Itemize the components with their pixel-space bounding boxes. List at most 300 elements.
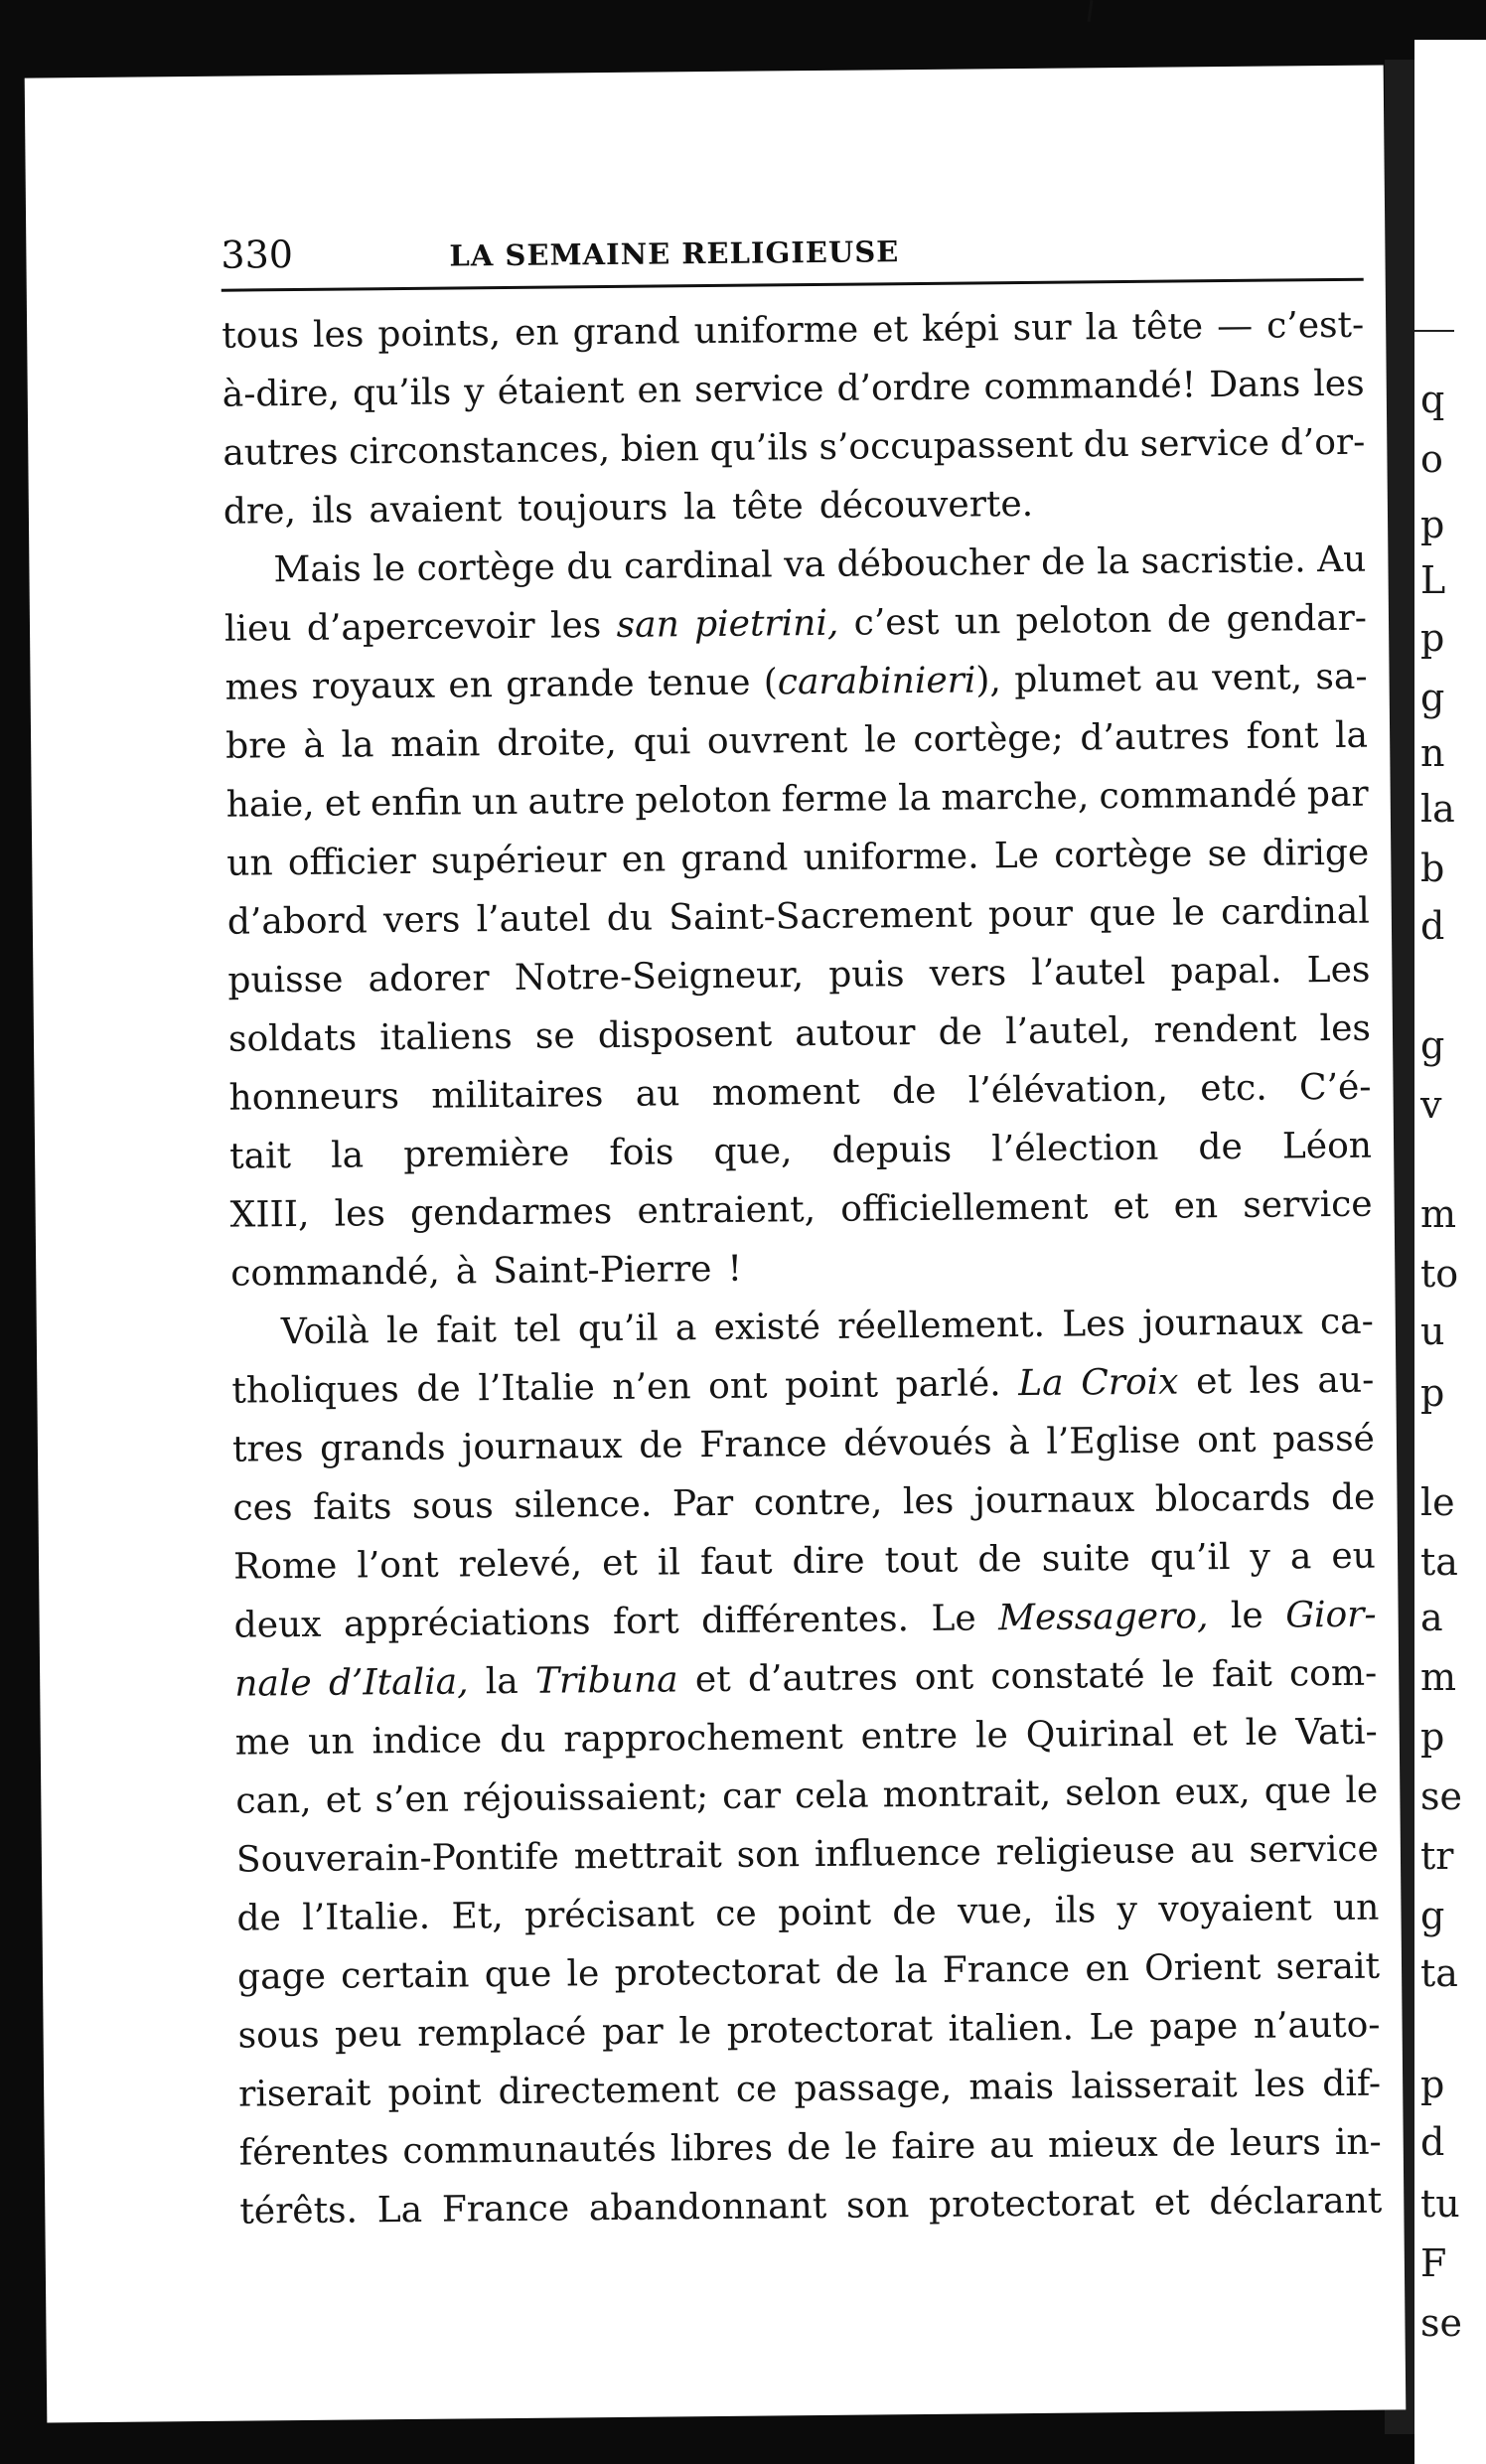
word: peloton	[635, 779, 772, 822]
word: point	[777, 1892, 872, 1934]
word: l’autel	[1031, 951, 1146, 994]
word: gendarmes	[409, 1190, 613, 1234]
word: Saint-Sacrement	[669, 894, 972, 939]
word: XIII,	[229, 1193, 310, 1236]
word: va	[784, 543, 826, 586]
word: sacristie.	[1140, 539, 1306, 582]
word: le	[678, 2011, 712, 2053]
text-line	[231, 1351, 1375, 1421]
word: en	[1085, 1948, 1130, 1990]
word: la	[341, 724, 374, 766]
word: les	[312, 314, 365, 356]
word: constaté	[990, 1654, 1145, 1698]
word: abandonnant	[588, 2185, 827, 2230]
word: montrait,	[882, 1772, 1052, 1816]
word: cortège;	[913, 717, 1064, 761]
word: faut	[699, 1541, 773, 1584]
word: qui	[633, 721, 691, 763]
word: les	[1319, 1007, 1372, 1050]
word: la	[1334, 714, 1369, 756]
word: que	[1089, 892, 1157, 935]
word: cardinal	[1221, 890, 1370, 934]
text-line	[238, 2055, 1382, 2124]
word: car	[721, 1775, 782, 1817]
word: ils	[311, 490, 354, 532]
word: protectorat	[726, 2008, 934, 2052]
word: circonstances,	[348, 428, 611, 473]
text-line	[237, 1996, 1381, 2066]
word: eux,	[1174, 1771, 1251, 1813]
word: bre	[224, 725, 287, 767]
word: Vati-	[1295, 1711, 1378, 1754]
word: la	[1096, 540, 1130, 583]
word: à-dire,	[222, 373, 341, 415]
word: s’occupassent	[818, 424, 1074, 468]
word: font	[1246, 715, 1319, 757]
word: France	[441, 2188, 570, 2231]
word: disposent	[597, 1013, 773, 1057]
word: en	[514, 312, 559, 354]
next-page-fragment: m	[1420, 1192, 1457, 1236]
text-line	[222, 355, 1365, 424]
word: fois	[609, 1132, 674, 1174]
next-page-fragment: se	[1420, 2301, 1462, 2345]
word: uniforme	[693, 309, 859, 353]
next-page-edge	[1414, 40, 1486, 2464]
word: le	[863, 719, 897, 761]
word: ca-	[1319, 1301, 1374, 1343]
word: vers	[382, 899, 461, 942]
word: le	[974, 1715, 1009, 1757]
next-page-fragment: b	[1420, 847, 1445, 890]
next-page-fragment: tr	[1420, 1834, 1454, 1878]
word: voyaient	[1158, 1888, 1312, 1930]
word: étaient	[497, 370, 625, 413]
next-page-fragment: le	[1420, 1480, 1455, 1524]
word: point	[387, 2072, 482, 2114]
word: protectorat	[614, 1951, 820, 1995]
word: points,	[377, 313, 502, 356]
word: en	[637, 370, 682, 411]
next-page-fragment: F	[1420, 2241, 1447, 2285]
word: faire	[891, 2125, 976, 2168]
word: cortège	[1054, 834, 1193, 876]
word: Voilà	[280, 1310, 370, 1353]
word: autres	[223, 431, 339, 474]
word: bien	[620, 428, 700, 470]
next-page-fragment: d	[1420, 904, 1445, 948]
word: plumet	[1014, 658, 1142, 701]
book-page	[25, 65, 1407, 2422]
word: dirige	[1262, 832, 1370, 874]
word: Le	[1089, 2006, 1134, 2049]
word: honneurs	[228, 1076, 400, 1119]
word: térêts.	[239, 2190, 359, 2233]
word: dire	[792, 1540, 865, 1583]
word: découverte.	[818, 483, 1034, 527]
text-line	[238, 2113, 1382, 2183]
word: italien.	[948, 2007, 1075, 2050]
word: faits	[312, 1486, 392, 1528]
word: les	[902, 1480, 955, 1523]
word: pape	[1149, 2005, 1239, 2048]
word: c’est-	[1265, 304, 1365, 347]
word: un	[307, 1721, 355, 1763]
word: service	[693, 368, 824, 411]
text-line	[232, 1410, 1376, 1479]
word: Au	[1316, 539, 1367, 581]
text-line	[222, 296, 1365, 366]
word: ouvrent	[706, 719, 848, 763]
word: de	[639, 1425, 683, 1466]
word: et	[325, 1779, 362, 1821]
word: ce	[735, 2069, 778, 2110]
word: ce	[715, 1893, 757, 1935]
word: dre,	[223, 491, 297, 533]
word: et	[1191, 1713, 1228, 1755]
word: déboucher	[836, 541, 1030, 585]
word: moment	[711, 1071, 860, 1115]
word: relevé,	[458, 1543, 583, 1586]
word: mes	[224, 667, 299, 708]
word: de	[891, 1070, 937, 1113]
word: le	[1161, 1654, 1195, 1696]
word: de	[1198, 1126, 1244, 1168]
word: soldats	[227, 1017, 358, 1060]
word: certain	[340, 1954, 470, 1997]
word: France	[699, 1423, 827, 1466]
word: que	[484, 1953, 552, 1996]
word: deux	[233, 1604, 322, 1646]
word: le	[566, 1953, 600, 1995]
word: ont	[914, 1656, 974, 1699]
word: vent,	[1212, 657, 1303, 699]
word: du	[499, 1719, 546, 1762]
next-page-fragment: ta	[1420, 1951, 1458, 1995]
word: san	[616, 604, 679, 646]
word: rapprochement	[563, 1716, 843, 1761]
word: fait	[1211, 1653, 1272, 1696]
next-page-fragment: L	[1420, 558, 1446, 602]
word: La	[376, 2189, 423, 2232]
text-line	[232, 1468, 1376, 1538]
word: Rome	[232, 1545, 338, 1588]
word: peu	[334, 2014, 402, 2056]
word: suite	[1041, 1538, 1130, 1580]
text-line	[236, 1820, 1380, 1890]
word: par	[1306, 773, 1369, 816]
word: Souverain-Pontife	[235, 1836, 560, 1881]
word: d’ordre	[836, 367, 971, 409]
word: tous	[222, 314, 300, 357]
word: influence	[814, 1832, 981, 1876]
next-page-fragment: g	[1420, 1894, 1445, 1937]
word: cortège	[416, 546, 556, 589]
word: différentes.	[700, 1599, 910, 1642]
word: directement	[498, 2070, 719, 2113]
word: de	[1166, 599, 1212, 641]
word: au	[635, 1073, 680, 1115]
word: première	[403, 1133, 570, 1176]
next-page-header-rule	[1414, 330, 1454, 332]
word: le	[1245, 1712, 1278, 1754]
text-line	[227, 941, 1371, 1010]
word: et	[1113, 1185, 1149, 1228]
text-line	[223, 472, 1367, 541]
word: à	[303, 724, 326, 766]
text-line	[234, 1644, 1378, 1714]
word: Notre-Seigneur,	[514, 955, 805, 999]
word: peloton	[1015, 599, 1152, 643]
word: eu	[1331, 1535, 1377, 1578]
word: can,	[235, 1779, 312, 1822]
word: d’Italia,	[328, 1661, 469, 1704]
word: le	[1230, 1595, 1263, 1637]
next-page-fragment: la	[1420, 787, 1455, 831]
word: s’en	[374, 1778, 450, 1821]
word: y	[1116, 1889, 1138, 1931]
word: —	[1216, 305, 1254, 348]
word: selon	[1065, 1771, 1161, 1814]
text-line	[228, 1000, 1372, 1069]
word: n’en	[612, 1366, 691, 1408]
word: nale	[234, 1662, 312, 1705]
word: etc.	[1200, 1067, 1267, 1110]
word: un	[226, 843, 273, 884]
word: indice	[372, 1720, 483, 1763]
word: puis	[828, 954, 905, 996]
text-line	[233, 1586, 1377, 1655]
word: d’autres	[1080, 716, 1231, 759]
word: à	[1008, 1421, 1030, 1463]
word: entraient,	[637, 1189, 817, 1232]
word: parlé.	[895, 1363, 1001, 1406]
body-text	[222, 296, 1383, 2241]
word: l’ont	[357, 1544, 439, 1587]
word: et	[1195, 1361, 1233, 1403]
word: la	[485, 1660, 519, 1703]
word: religieuse	[995, 1830, 1176, 1874]
word: Léon	[1281, 1125, 1373, 1167]
word: communautés	[402, 2128, 657, 2173]
word: toujours	[517, 487, 669, 530]
word: pietrini,	[693, 602, 839, 646]
word: tres	[231, 1428, 304, 1470]
word: grande	[506, 663, 635, 705]
next-page-fragment: o	[1420, 437, 1443, 481]
word: commandé!	[983, 365, 1197, 408]
word: tait	[228, 1136, 292, 1177]
word: (carabinieri),	[763, 660, 1002, 703]
word: autre	[527, 780, 626, 823]
word: Le	[931, 1598, 976, 1639]
word: de	[416, 1368, 461, 1410]
text-line	[231, 1293, 1375, 1362]
word: l’Italie	[478, 1367, 596, 1410]
text-line	[224, 589, 1368, 659]
text-line	[235, 1703, 1379, 1772]
word: par	[601, 2011, 664, 2054]
word: gendar-	[1226, 597, 1368, 641]
word: ont	[707, 1365, 768, 1408]
word: l’Eglise	[1046, 1420, 1181, 1463]
word: tête	[1131, 306, 1204, 348]
word: sur	[1012, 307, 1072, 350]
word: appréciations	[343, 1602, 591, 1645]
word: la	[330, 1135, 365, 1176]
word: blocards	[1154, 1477, 1311, 1520]
word: entre	[860, 1715, 959, 1758]
word: de	[892, 1891, 937, 1933]
word: la	[682, 486, 717, 529]
word: autour	[795, 1012, 916, 1055]
word: vue,	[957, 1890, 1034, 1932]
word: com-	[1288, 1652, 1378, 1695]
word: c’est	[853, 601, 940, 644]
word: y	[1250, 1536, 1271, 1578]
next-page-fragment: se	[1420, 1774, 1462, 1818]
word: gage	[236, 1955, 327, 1998]
text-line	[235, 1762, 1379, 1831]
word: main	[389, 723, 481, 766]
word: laisserait	[1071, 2064, 1238, 2107]
text-line	[223, 413, 1366, 483]
word: Tribuna	[534, 1659, 678, 1702]
word: !	[727, 1248, 743, 1290]
word: qu’il	[577, 1308, 659, 1350]
word: service	[1249, 1828, 1380, 1871]
word: au-	[1317, 1359, 1375, 1402]
next-page-fragment: a	[1420, 1596, 1443, 1639]
word: réellement.	[837, 1304, 1046, 1347]
word: mieux	[1047, 2123, 1158, 2166]
text-line	[224, 648, 1368, 717]
word: officier	[287, 841, 417, 884]
word: libres	[669, 2127, 774, 2170]
word: un	[471, 781, 519, 824]
word: réjouissaient;	[462, 1776, 709, 1820]
word: passage,	[794, 2067, 953, 2110]
word: riserait	[237, 2073, 372, 2115]
next-page-fragment: g	[1420, 1023, 1445, 1067]
word: depuis	[831, 1129, 953, 1171]
word: son	[845, 2185, 910, 2227]
word: les	[1313, 363, 1365, 405]
word: sous	[411, 1485, 494, 1527]
text-line	[239, 2172, 1383, 2241]
next-page-fragment: p	[1420, 503, 1445, 546]
word: Gior-	[1285, 1594, 1377, 1636]
word: in-	[1334, 2121, 1382, 2164]
word: de	[1171, 2123, 1217, 2165]
word: déclarant	[1209, 2180, 1383, 2224]
word: le	[844, 2126, 878, 2168]
word: et	[601, 1542, 639, 1585]
word: cela	[794, 1774, 869, 1817]
next-page-fragment: q	[1420, 378, 1445, 421]
text-line	[229, 1175, 1373, 1245]
word: il	[657, 1542, 681, 1584]
next-page-fragment: p	[1420, 1715, 1445, 1759]
word: uniforme.	[803, 836, 979, 879]
word: sa-	[1315, 656, 1368, 698]
word: le	[1171, 892, 1206, 934]
word: tête	[731, 486, 804, 528]
word: la	[1085, 307, 1118, 349]
word: ces	[232, 1487, 293, 1529]
word: La	[1018, 1362, 1064, 1405]
word: et	[871, 309, 909, 351]
word: tout	[884, 1539, 959, 1582]
word: d’autres	[747, 1657, 898, 1700]
text-line	[225, 706, 1369, 776]
text-line	[226, 824, 1370, 893]
word: les	[334, 1193, 386, 1235]
scan-mark-top	[1087, 0, 1093, 22]
word: au	[989, 2124, 1035, 2167]
word: commandé	[1099, 774, 1297, 818]
word: Dans	[1209, 364, 1301, 406]
word: en	[1173, 1185, 1219, 1227]
word: n’auto-	[1253, 2004, 1381, 2047]
word: service	[1243, 1183, 1373, 1226]
word: du	[566, 545, 613, 588]
word: de	[1041, 541, 1086, 583]
text-line	[229, 1117, 1373, 1186]
text-line	[227, 882, 1371, 952]
word: les	[1249, 1360, 1301, 1402]
running-head	[221, 223, 1363, 283]
word: ont	[1196, 1419, 1257, 1462]
text-line	[236, 1879, 1380, 1948]
word: d’apercevoir	[306, 605, 535, 649]
word: et	[324, 783, 361, 825]
word: Et,	[451, 1896, 504, 1937]
word: mettrait	[573, 1834, 722, 1878]
next-page-fragment: m	[1420, 1655, 1457, 1699]
next-page-fragment: g	[1420, 676, 1445, 719]
word: fort	[612, 1601, 679, 1643]
word: passé	[1271, 1418, 1376, 1461]
word: au	[1154, 658, 1200, 699]
word: ils	[1054, 1890, 1097, 1931]
word: Saint-Pierre	[493, 1249, 712, 1293]
next-page-fragment: ta	[1420, 1540, 1458, 1584]
word: dévoués	[843, 1422, 992, 1464]
word: d’abord	[226, 900, 368, 943]
text-line	[233, 1527, 1377, 1597]
word: supérieur	[430, 840, 607, 882]
word: Mais	[273, 548, 362, 591]
word: un	[954, 601, 1001, 643]
word: Croix	[1081, 1361, 1179, 1404]
word: service	[1139, 422, 1270, 465]
word: son	[736, 1834, 801, 1876]
page-number: 330	[221, 232, 294, 277]
word: Orient	[1143, 1946, 1262, 1989]
next-page-fragment: n	[1420, 731, 1445, 775]
word: avaient	[369, 489, 503, 532]
text-line	[228, 1058, 1372, 1128]
word: contre,	[753, 1481, 883, 1524]
next-page-fragment: p	[1420, 616, 1445, 660]
next-page-fragment: to	[1420, 1252, 1459, 1296]
word: journaux	[461, 1425, 623, 1468]
word: au	[1189, 1830, 1235, 1872]
word: grands	[319, 1427, 446, 1469]
word: droite,	[496, 721, 618, 765]
word: le	[385, 1309, 420, 1352]
